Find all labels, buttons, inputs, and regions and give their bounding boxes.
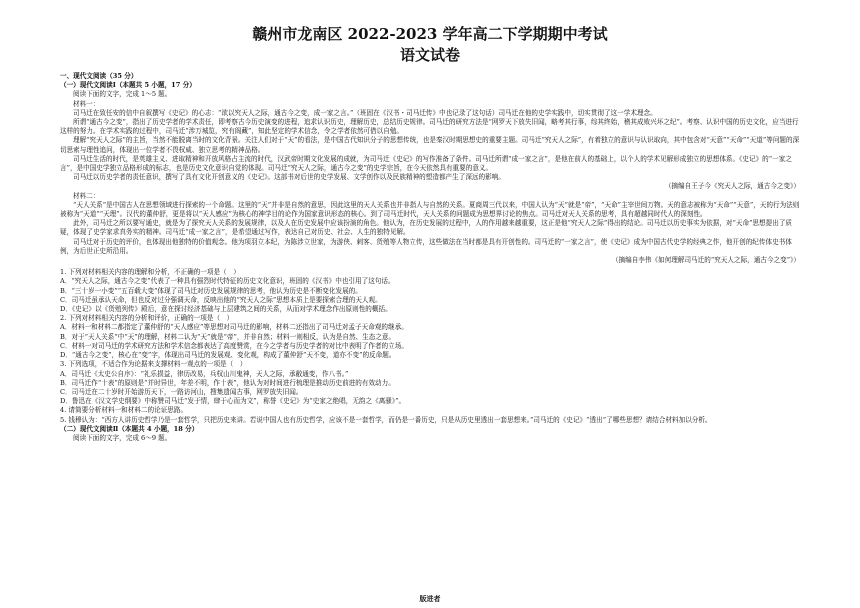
paragraph: “天人关系”是中国古人在思想领域进行探索的一个命题。这里的“天”并非是自然的意思，因此这里的天人关系也并非指人与自然的关系。夏商周三代以来，中国人认为“天”就是“帝”，“天命”主宰世间万物。天的意志被称为“天命”“天意”，天的行为法则被称为“天道”“天理”。汉代的董仲舒，更是将以“天人感应”为核心的神学目的论作为国家意识形态的核心。到了司马迁时代，天人关系的问题成为思想界讨论的焦点。司马迁对天人关系的思考，具有超越同时代人的深刻性。 [60,200,800,219]
instructions: 阅读下面的文字，完成 6～9 题。 [73,433,172,442]
option: C．司马迁虽承认天命，但也反对过分强调天命，反映出他的“究天人之际”思想本质上是要探索合理的天人观。 [60,295,382,304]
question: 3. 下列选项，不适合作为论据来支撑材料一观点的一项是（ ） [60,360,247,369]
section-heading: 一、现代文阅读（35 分） [60,72,138,80]
option: D．《史记》以《货殖列传》殿后，意在探讨经济基础与上层建筑之间的关系，从而对学术理念作出原则性的概括。 [60,305,392,314]
question: 1. 下列对材料相关内容的理解和分析，不正确的一项是（ ） [60,268,240,277]
question: 4. 请简要分析材料一和材料二的论证思路。 [60,406,188,415]
material-label: 材料二： [73,191,100,200]
paragraph: 司马迁在致任安的信中自叙撰写《史记》的心志：“欲以究天人之际，通古今之变，成一家之言。”（班固在《汉书・司马迁传》中也记录了这句话）司马迁在他的史学实践中，切实贯彻了这一学术理念。 [73,108,657,117]
instructions: 阅读下面的文字，完成 1～5 题。 [73,90,172,99]
option: A．“究天人之际，通古今之变”代表了一种具有强烈时代特征的历史文化意识，班固的《汉书》中也引用了这句话。 [60,277,395,286]
question: 2. 下列对材料相关内容的分析和评价，正确的一项是（ ） [60,314,234,323]
option: B．对于“天人关系”中“天”的理解，材料二认为“天”就是“帝”，并非自然；材料一则相反，认为是自然、生态之意。 [60,332,396,341]
option: B．“三十岁一小变”“五百载大变”体现了司马迁对历史发展规律的思考，他认为历史是不断变化发展的。 [60,286,362,295]
paragraph: 所谓“通古今之变”，指出了历史学者的学术责任，即考察古今历史演变的进程，追求认识历史，理解历史，总结历史规律。司马迁的研究方法是“网罗天下放失旧闻，略考其行事，综其终始，稽其成败兴坏之纪”。考察、认识中国的历史文化，应当进行这样的努力。在学术实践的过程中，司马迁“涉万城览，究有阁藏”，知此坚定的学术信念，令之学者依然可借以自勉。 [60,118,799,136]
exam-title: 赣州市龙南区 2022-2023 学年高二下学期期中考试 [252,25,608,43]
source-citation: （摘编自王子今《究天人之际，通古今之变》） [664,182,800,191]
option: C．司马迁在二十岁时开始游历天下，一路访河山，搜集遗闻古事，网罗放失旧闻。 [60,387,303,396]
paragraph: 司马迁对于历史的评价，也体现出他独特的价值观念。他为项羽立本纪，为陈涉立世家，为游侠、刺客、货殖等人物立传，这些做法在当时都是具有开创性的。司马迁的“一家之言”，使《史记》成为中国古代史学的经典之作，他开创的纪传体史书体例，为后世正史所沿用。 [60,237,792,255]
subsection-heading: （一）现代文阅读Ⅰ（本题共 5 小题，17 分） [60,81,196,90]
option: C．材料一对司马迁的学术研究方法和学术信念都表达了高度赞赏，在今之学者与历史学者的对比中表明了作者的立场。 [60,341,408,350]
paragraph: 此外，司马迁之所以要写通史，就是为了探究天人关系的发展规律，以及人在历史发展中应该扮演的角色。他认为，在历史发展的过程中，人的作用越来越重要，这正是他“究天人之际”得出的结论。司马迁以历史事实为依据，对“天命”思想提出了质疑，体现了史学家求真务实的精神。司马迁“成一家之言”，是希望通过写作，表达自己对历史、社会、人生的独特见解。 [60,219,793,237]
page-footer: 版进者 [419,594,441,603]
source-citation: （摘编自李伟《如何理解司马迁的“究天人之际，通古今之变”》） [611,256,800,265]
option: B．司马迁作“十表”的原则是“并时异世，年差不明，作十表”，他认为对时间进行梳理是推动历史前进的有效动力。 [60,378,395,387]
option: D．鲁迅在《汉文学史纲要》中称赞司马迁“发于情，肆于心而为文”，称誉《史记》为“史家之绝唱，无韵之《离骚》”。 [60,397,406,406]
paragraph: 理解“究天人之际”的主旨，当然不能脱离当时的文化背景。关注人们对于“天”的看法，是中国古代知识分子的思想传统，也是秦汉时期思想史的重要主题。司马迁“究天人之际”，有着独立的意识与认识取向，其中包含对“天意”“天命”“天道”等问题的深切思索与理性追问，体现出一位学者不畏权威、独立思考的精神品格。 [60,136,800,154]
paragraph: 司马迁以历史学者的责任意识，撰写了具有文化开创意义的《史记》。这部书对后世的史学发展、文学创作以及民族精神的塑造都产生了深远的影响。 [73,173,505,182]
option: D．“通古今之变”，核心在“变”字，体现出司马迁的发展观、变化观，构成了董仲舒“天不变，道亦不变”的反命题。 [60,351,396,360]
paragraph: 司马迁生活的时代，是英雄主义、进取精神和开放风格占主流的时代，汉武帝时期文化发展的成就，为司马迁《史记》的写作准备了条件。司马迁所谓“成一家之言”，是他在前人的基础上，以个人的学术见解形成独立的思想体系。《史记》的“一家之言”，是中国史学独立品格形成的标志，也是历史文化意识自觉的体现。司马迁“究天人之际，通古今之变”的史学宗旨，在今天依然具有重要的意义。 [60,154,792,173]
material-label: 材料一： [73,99,100,108]
option: A．材料一和材料二都指定了董仲舒的“天人感应”等思想对司马迁的影响，材料二还指出了司马迁对孟子天命观的继承。 [60,323,408,332]
subsection-heading: （二）现代文阅读Ⅱ（本题共 4 小题，18 分） [60,424,199,433]
exam-subtitle: 语文试卷 [399,46,460,64]
question: 5. 钱穆认为：“西方人讲历史哲学乃是一套哲学，只把历史来讲。若说中国人也有历史哲学，应该不是一套哲学，而仍是一番历史，只是从历史里透出一套思想来。”司马迁的《史记》“透出”了哪些思想？请结合材料加以分析。 [60,415,712,424]
option: A．司马迁《太史公自序》：“礼乐损益，律历改易，兵权山川鬼神，天人之际，承敝通变，作八书。” [60,369,349,378]
